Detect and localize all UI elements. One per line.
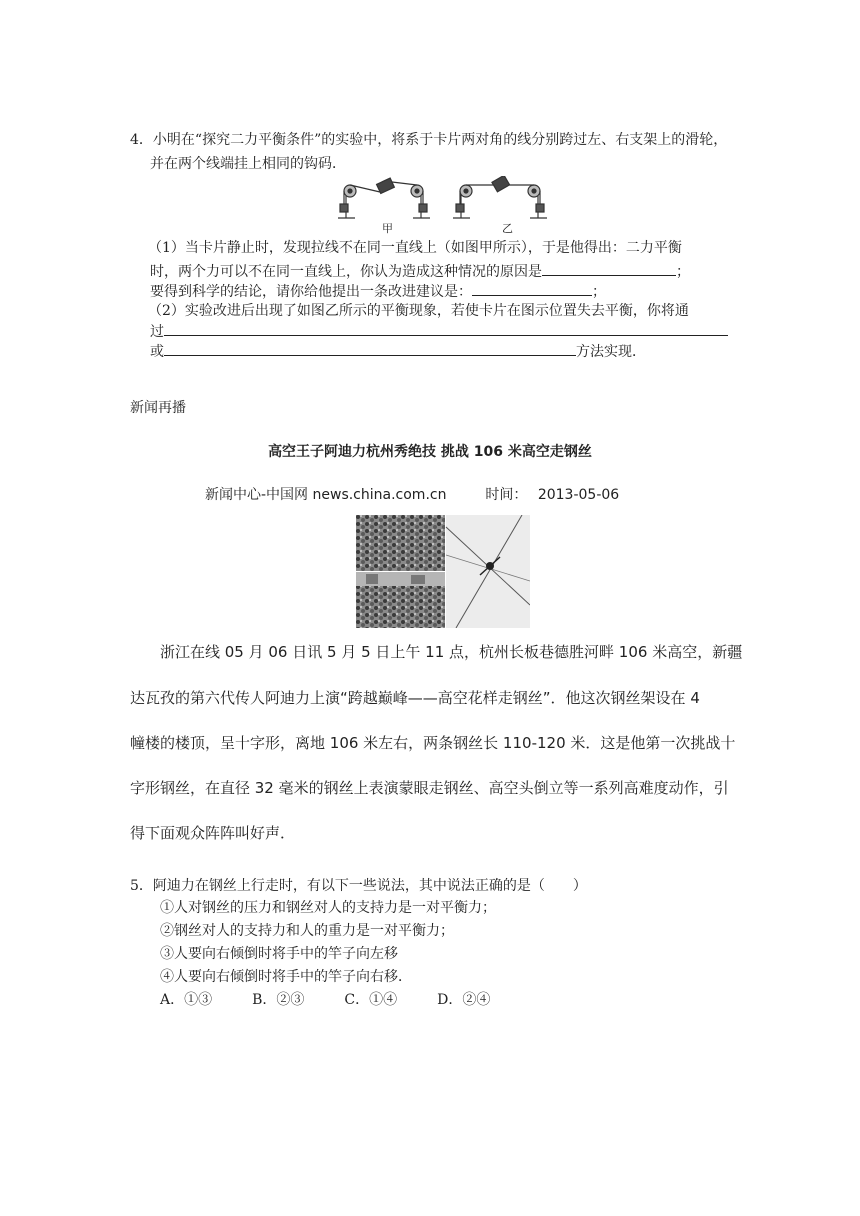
news-meta	[205, 484, 619, 504]
q4-part2-line3-text: 或	[150, 344, 164, 360]
news-paragraph-line1: 浙江在线 05 月 06 日讯 5 月 5 日上午 11 点，杭州长板巷德胜河畔 106 米高空，新疆	[160, 643, 743, 661]
q5-statement-4: ④人要向右倾倒时将手中的竿子向右移．	[160, 969, 412, 985]
figure-label-yi: 乙	[502, 222, 513, 235]
q4-part2-line3	[150, 341, 646, 361]
q4-part1-line1: （1）当卡片静止时，发现拉线不在同一直线上（如图甲所示），于是他得出：二力平衡	[148, 240, 682, 256]
q4-stem-line2: 并在两个线端挂上相同的钩码．	[150, 156, 346, 172]
q4-answer-blank-reason[interactable]	[542, 261, 676, 276]
q5-option-a[interactable]: A．①③	[160, 992, 213, 1008]
q4-part1-line2	[150, 261, 690, 281]
q5-stem: 5．阿迪力在钢丝上行走时，有以下一些说法，其中说法正确的是（ ）	[130, 878, 587, 894]
q5-statement-2: ②钢丝对人的支持力和人的重力是一对平衡力；	[160, 923, 454, 939]
q5-options	[160, 991, 490, 1009]
q5-option-b[interactable]: B．②③	[252, 992, 305, 1008]
q4-stem-line1: 4．小明在“探究二力平衡条件”的实验中，将系于卡片两对角的线分别跨过左、右支架上的滑轮，	[130, 132, 728, 148]
q4-part2-line2	[150, 321, 728, 341]
news-photo-collage	[356, 515, 530, 628]
q5-option-c[interactable]: C．①④	[344, 992, 398, 1008]
news-paragraph-line3: 幢楼的楼顶，呈十字形，离地 106 米左右，两条钢丝长 110-120 米．这是他第一次挑战十	[130, 734, 736, 752]
apparatus-yi	[453, 176, 547, 218]
q4-part1-line2-text: 时，两个力可以不在同一直线上，你认为造成这种情况的原因是	[150, 264, 542, 280]
q4-part2-line1: （2）实验改进后出现了如图乙所示的平衡现象，若使卡片在图示位置失去平衡，你将通	[148, 303, 689, 319]
news-paragraph-line5: 得下面观众阵阵叫好声．	[130, 824, 296, 842]
q4-part1-line3	[150, 281, 606, 301]
q4-part1-line2-end: ；	[676, 264, 690, 280]
news-title: 高空王子阿迪力杭州秀绝技 挑战 106 米高空走钢丝	[268, 444, 592, 460]
figure-label-jia: 甲	[382, 222, 393, 235]
q4-part1-line3-end: ；	[592, 284, 606, 300]
news-paragraph-line4: 字形钢丝，在直径 32 毫米的钢丝上表演蒙眼走钢丝、高空头倒立等一系列高难度动作，引	[130, 779, 729, 797]
news-time-value: 2013-05-06	[537, 487, 620, 503]
apparatus-jia	[338, 178, 430, 218]
tightrope-photo	[446, 515, 530, 628]
q4-part2-line3-end: 方法实现．	[576, 344, 646, 360]
news-time-label: 时间：	[485, 487, 528, 503]
news-section-label: 新闻再播	[130, 400, 186, 416]
q5-option-d[interactable]: D．②④	[437, 992, 491, 1008]
q4-answer-blank-method1[interactable]	[164, 321, 728, 336]
q4-answer-blank-suggestion[interactable]	[472, 281, 592, 296]
q5-statement-3: ③人要向右倾倒时将手中的竿子向左移	[160, 946, 398, 962]
q5-statement-1: ①人对钢丝的压力和钢丝对人的支持力是一对平衡力；	[160, 900, 496, 916]
q4-part2-line2-text: 过	[150, 324, 164, 340]
q4-answer-blank-method2[interactable]	[164, 341, 576, 356]
news-source: 新闻中心-中国网 news.china.com.cn	[205, 487, 447, 503]
crowd-photo-top	[356, 515, 445, 571]
q4-apparatus-figure	[335, 176, 555, 234]
q4-part1-line3-text: 要得到科学的结论，请你给他提出一条改进建议是：	[150, 284, 472, 300]
news-paragraph-line2: 达瓦孜的第六代传人阿迪力上演“跨越巅峰——高空花样走钢丝”．他这次钢丝架设在 4	[130, 689, 700, 707]
